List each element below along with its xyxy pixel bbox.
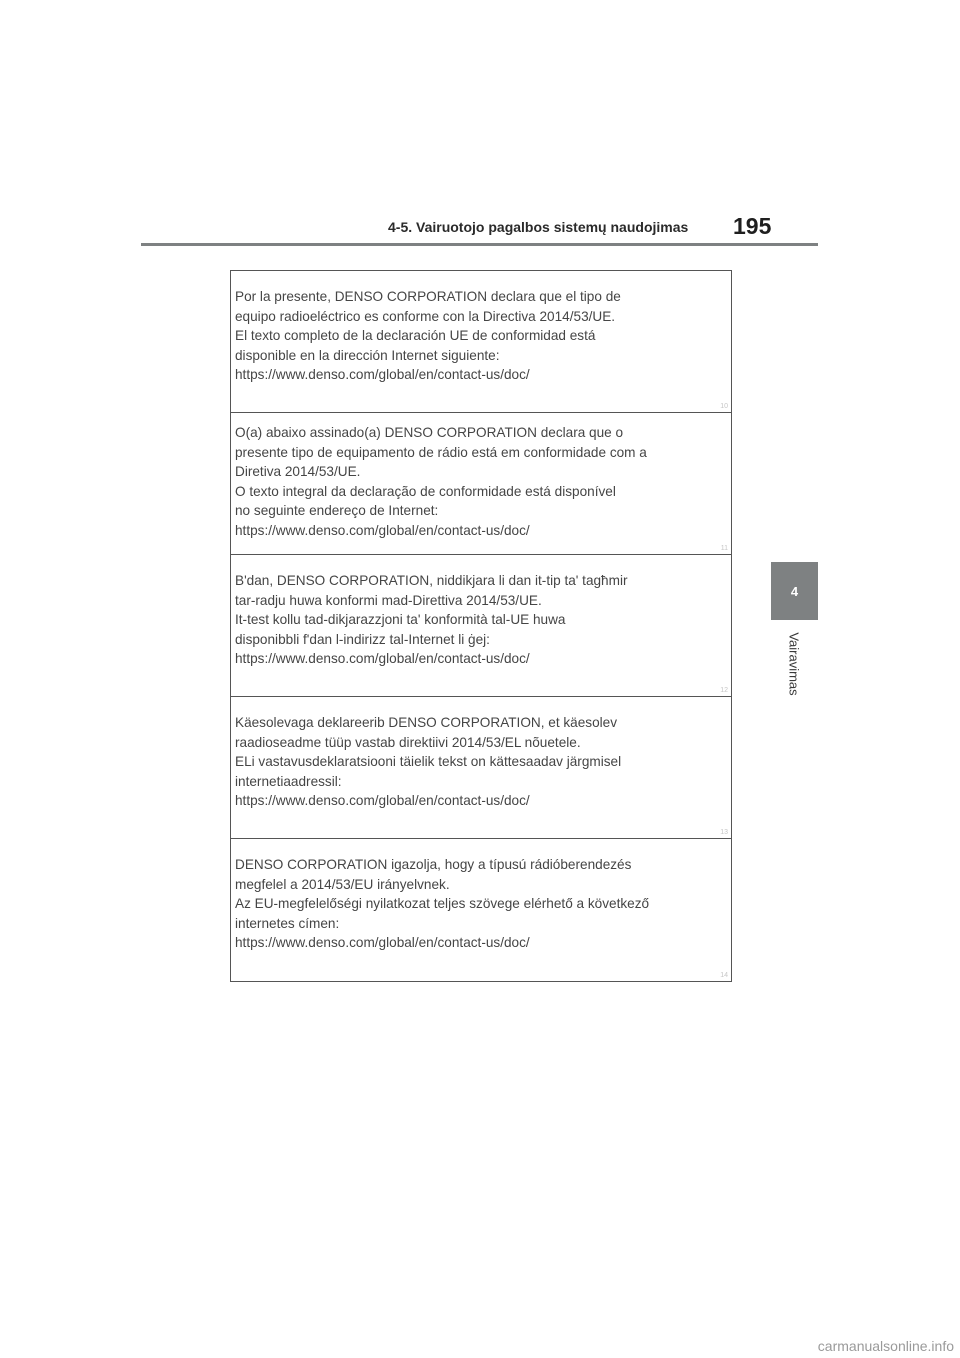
declaration-line: https://www.denso.com/global/en/contact-us/doc/ [235,793,530,808]
declaration-box-estonian [231,697,731,839]
box-mark: 10 [720,403,728,410]
declaration-line: raadioseadme tüüp vastab direktiivi 2014/53/EL nõuetele. [235,734,581,750]
declaration-line: Käesolevaga deklareerib DENSO CORPORATION, et käesolev [235,715,618,730]
declaration-box-hungarian [231,839,731,982]
declaration-line: internetiaadressil: [235,773,342,789]
declaration-line: O(a) abaixo assinado(a) DENSO CORPORATION declara que o [235,425,624,440]
chapter-tab: 4 [771,562,818,620]
declaration-line: presente tipo de equipamento de rádio está em conformidade com a [235,444,647,460]
declaration-line: El texto completo de la declaración UE de conformidad está [235,328,596,343]
declaration-line: Az EU-megfelelőségi nyilatkozat teljes szövege elérhető a következő [235,896,650,911]
chapter-label: Vairavimas [786,632,802,696]
declaration-line: https://www.denso.com/global/en/contact-us/doc/ [235,367,530,382]
declaration-box-spanish [231,271,731,413]
box-mark: 13 [720,829,728,836]
declaration-line: Por la presente, DENSO CORPORATION declara que el tipo de [235,289,621,304]
declaration-line: megfelel a 2014/53/EU irányelvnek. [235,876,450,892]
box-mark: 11 [720,545,728,552]
declaration-line: DENSO CORPORATION igazolja, hogy a típusú rádióberendezés [235,857,632,872]
header-rule [141,243,818,246]
section-header-title: 4-5. Vairuotojo pagalbos sistemų naudojimas [388,219,689,235]
declaration-line: O texto integral da declaração de conformidade está disponível [235,483,616,499]
declaration-line: disponible en la dirección Internet siguiente: [235,347,500,363]
footer-watermark: carmanualsonline.info [817,1338,954,1354]
declaration-line: https://www.denso.com/global/en/contact-us/doc/ [235,522,530,538]
declaration-box-maltese [231,555,731,697]
declaration-line: tar-radju huwa konformi mad-Direttiva 2014/53/UE. [235,592,542,608]
box-mark: 12 [720,687,728,694]
page-number: 195 [733,213,772,239]
declaration-line: internetes címen: [235,915,340,931]
box-mark: 14 [720,972,728,979]
declaration-box-portuguese [231,413,731,555]
declaration-line: It-test kollu tad-dikjarazzjoni ta' konformità tal-UE huwa [235,612,566,627]
declaration-line: no seguinte endereço de Internet: [235,503,439,518]
declaration-line: https://www.denso.com/global/en/contact-us/doc/ [235,651,530,666]
declaration-line: ELi vastavusdeklaratsiooni täielik tekst on kättesaadav järgmisel [235,754,622,769]
declaration-line: equipo radioeléctrico es conforme con la Directiva 2014/53/UE. [235,308,616,324]
declaration-line: disponibbli f'dan l-indirizz tal-Internet li ġej: [235,631,490,647]
declaration-line: B'dan, DENSO CORPORATION, niddikjara li dan it-tip ta' tagħmir [235,573,628,588]
declaration-line: https://www.denso.com/global/en/contact-us/doc/ [235,935,530,950]
declarations-table [230,270,732,982]
declaration-line: Diretiva 2014/53/UE. [235,464,361,479]
